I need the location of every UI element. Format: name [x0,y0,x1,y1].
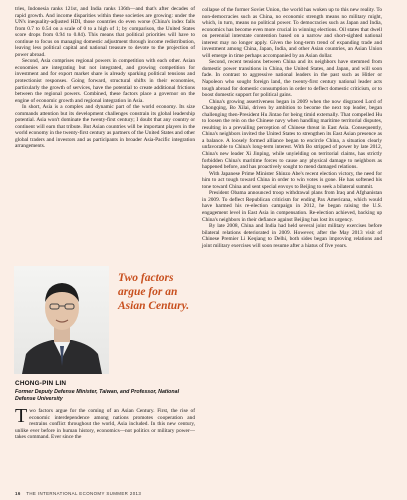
right-paragraph-2: Second, recent tensions between China and its neighbors have stemmed from domestic power transitions in China, the United States, and Japan, and will soon fade. In contrast to aggressive national leaders in the past such as Hitler or Napoleon who sought foreign land, the twenty-first century national leader acts tough abroad for domestic consumption in order to deflect domestic criticism, or to boost domestic support for political gains. [202,59,382,99]
left-paragraph-3: In short, Asia is a complex and dynamic part of the world economy. Its size commands attention but its development challenges constrain its global leadership potential. Asia won't dominate the twenty-first century; I doubt that any country or continent will earn that tribute. But Asian countries will be important players in the world economy in the twenty-first century as partners of the United States and other global traders and investors and as participants in broader Asia-Pacific integration arrangements. [15,104,195,150]
author-name: CHONG-PIN LIN [15,380,67,387]
left-paragraph-1: tries, Indonesia ranks 121st, and India ranks 136th—and that's after decades of rapid growth. And income disparities within these societies are growing: under the UN's inequality-adjusted HDI, those countries do even worse (China's index falls from 0.7 to 0.54 on a scale of 0 to a high of 1; by comparison, the United States score drops from 0.94 to 0.84). This means that political priorities will have to continue to focus on managing domestic adjustment through income redistribution, leaving less political capital and national treasure to devote to the projection of power abroad. [15,6,195,58]
essay-opening-text: wo factors argue for the coming of an Asian Century. First, the rise of economic interdependence among nations promotes cooperation and restrains conflict throughout the world, Asia included. In this new century, unlike ever before in human history, economics—not politics or military power—takes command. Ever since the [15,408,195,441]
author-title: Former Deputy Defense Minister, Taiwan, and Professor, National Defense University [15,389,180,402]
page-number: 16 [15,491,21,496]
right-paragraph-1: collapse of the former Soviet Union, the world has woken up to this new reality. To non-democracies such as China, no economic strength means no military might, which, in turn, means no political power. To democracies such as Japan and India, economics has become even more crucial in winning elections. Oil states that dwell on perennial interstate contention based on a narrow and short-sighted national interest may no longer apply. Given the long-term trend of expanding trade and investment among China, Japan, India, and other Asian countries, an Asian Union will emerge in time perhaps accompanied by an Asian dollar. [202,7,382,59]
author-block [15,380,195,402]
pull-quote: Two factors argue for an Asian Century. [118,272,190,312]
essay-body [15,405,195,441]
page-footer [15,491,141,496]
right-paragraph-4: With Japanese Prime Minister Shinzo Abe's recent election victory, the need for him to act tough toward China in order to win votes is gone. He has softened his tone toward China and sent special envoys to Beijing to seek a bilateral summit. [202,170,382,190]
right-text-column [202,7,382,249]
issue-label: SUMMER 2013 [106,491,142,496]
left-text-column [15,6,195,150]
left-paragraph-2: Second, Asia comprises regional powers in competition with each other. Asian economies are integrating but not integrated, and growing competition for investment and for export market share is already sparking political tensions and protectionist responses. Going forward, structural shifts in their economies, particularly the growth of services, have the potential to create additional frictions between the regional powers. Combined, these factors place a governor on the engine of economic growth and regional integration in Asia. [15,58,195,104]
essay-opening-paragraph [15,405,195,441]
portrait-illustration [14,266,109,374]
right-paragraph-6: By late 2008, China and India had held several joint military exercises before bilateral relations deteriorated in 2009. However, after the May 2013 visit of Chinese Premier Li Keqiang to Delhi, both sides began improving relations and joint military exercises will soon resume after a hiatus of five years. [202,223,382,249]
publication-name: THE INTERNATIONAL ECONOMY [26,491,105,496]
author-portrait [14,266,109,374]
drop-cap: T [15,405,28,427]
right-paragraph-3: China's growing assertiveness began in 2009 when the now disgraced Lord of Chongqing, Bo Xilai, driven by ambition to become the next top leader, began challenging then-President Hu Jintao for being timid externally. That compelled Hu to loosen the rein on the Chinese navy when handling maritime territorial disputes, resulting in a prevailing perception of Chinese threat in East Asia. Consequently, China's neighbors invited the United States to strengthen its East Asian presence as a balance. A loosely formed alliance began to encircle China, a situation clearly unfavorable to China's long-term interest. With Bo stripped of power by late 2012, China's new leader Xi Jinping, while unyielding on territorial claims, has strictly forbidden China's maritime forces to cause any physical damage to neighbors as happened before, and has proactively sought to mend damaged relations. [202,98,382,171]
right-paragraph-5: President Obama announced troop withdrawal plans from Iraq and Afghanistan in 2009. To deflect Republican criticism for ending Pax Americana, which would have harmed his re-election campaign in 2012, he began raising the U.S. engagement level in East Asia in compensation. Re-election achieved, backing up China's neighbors in their defiance against Beijing has lost its urgency. [202,190,382,223]
